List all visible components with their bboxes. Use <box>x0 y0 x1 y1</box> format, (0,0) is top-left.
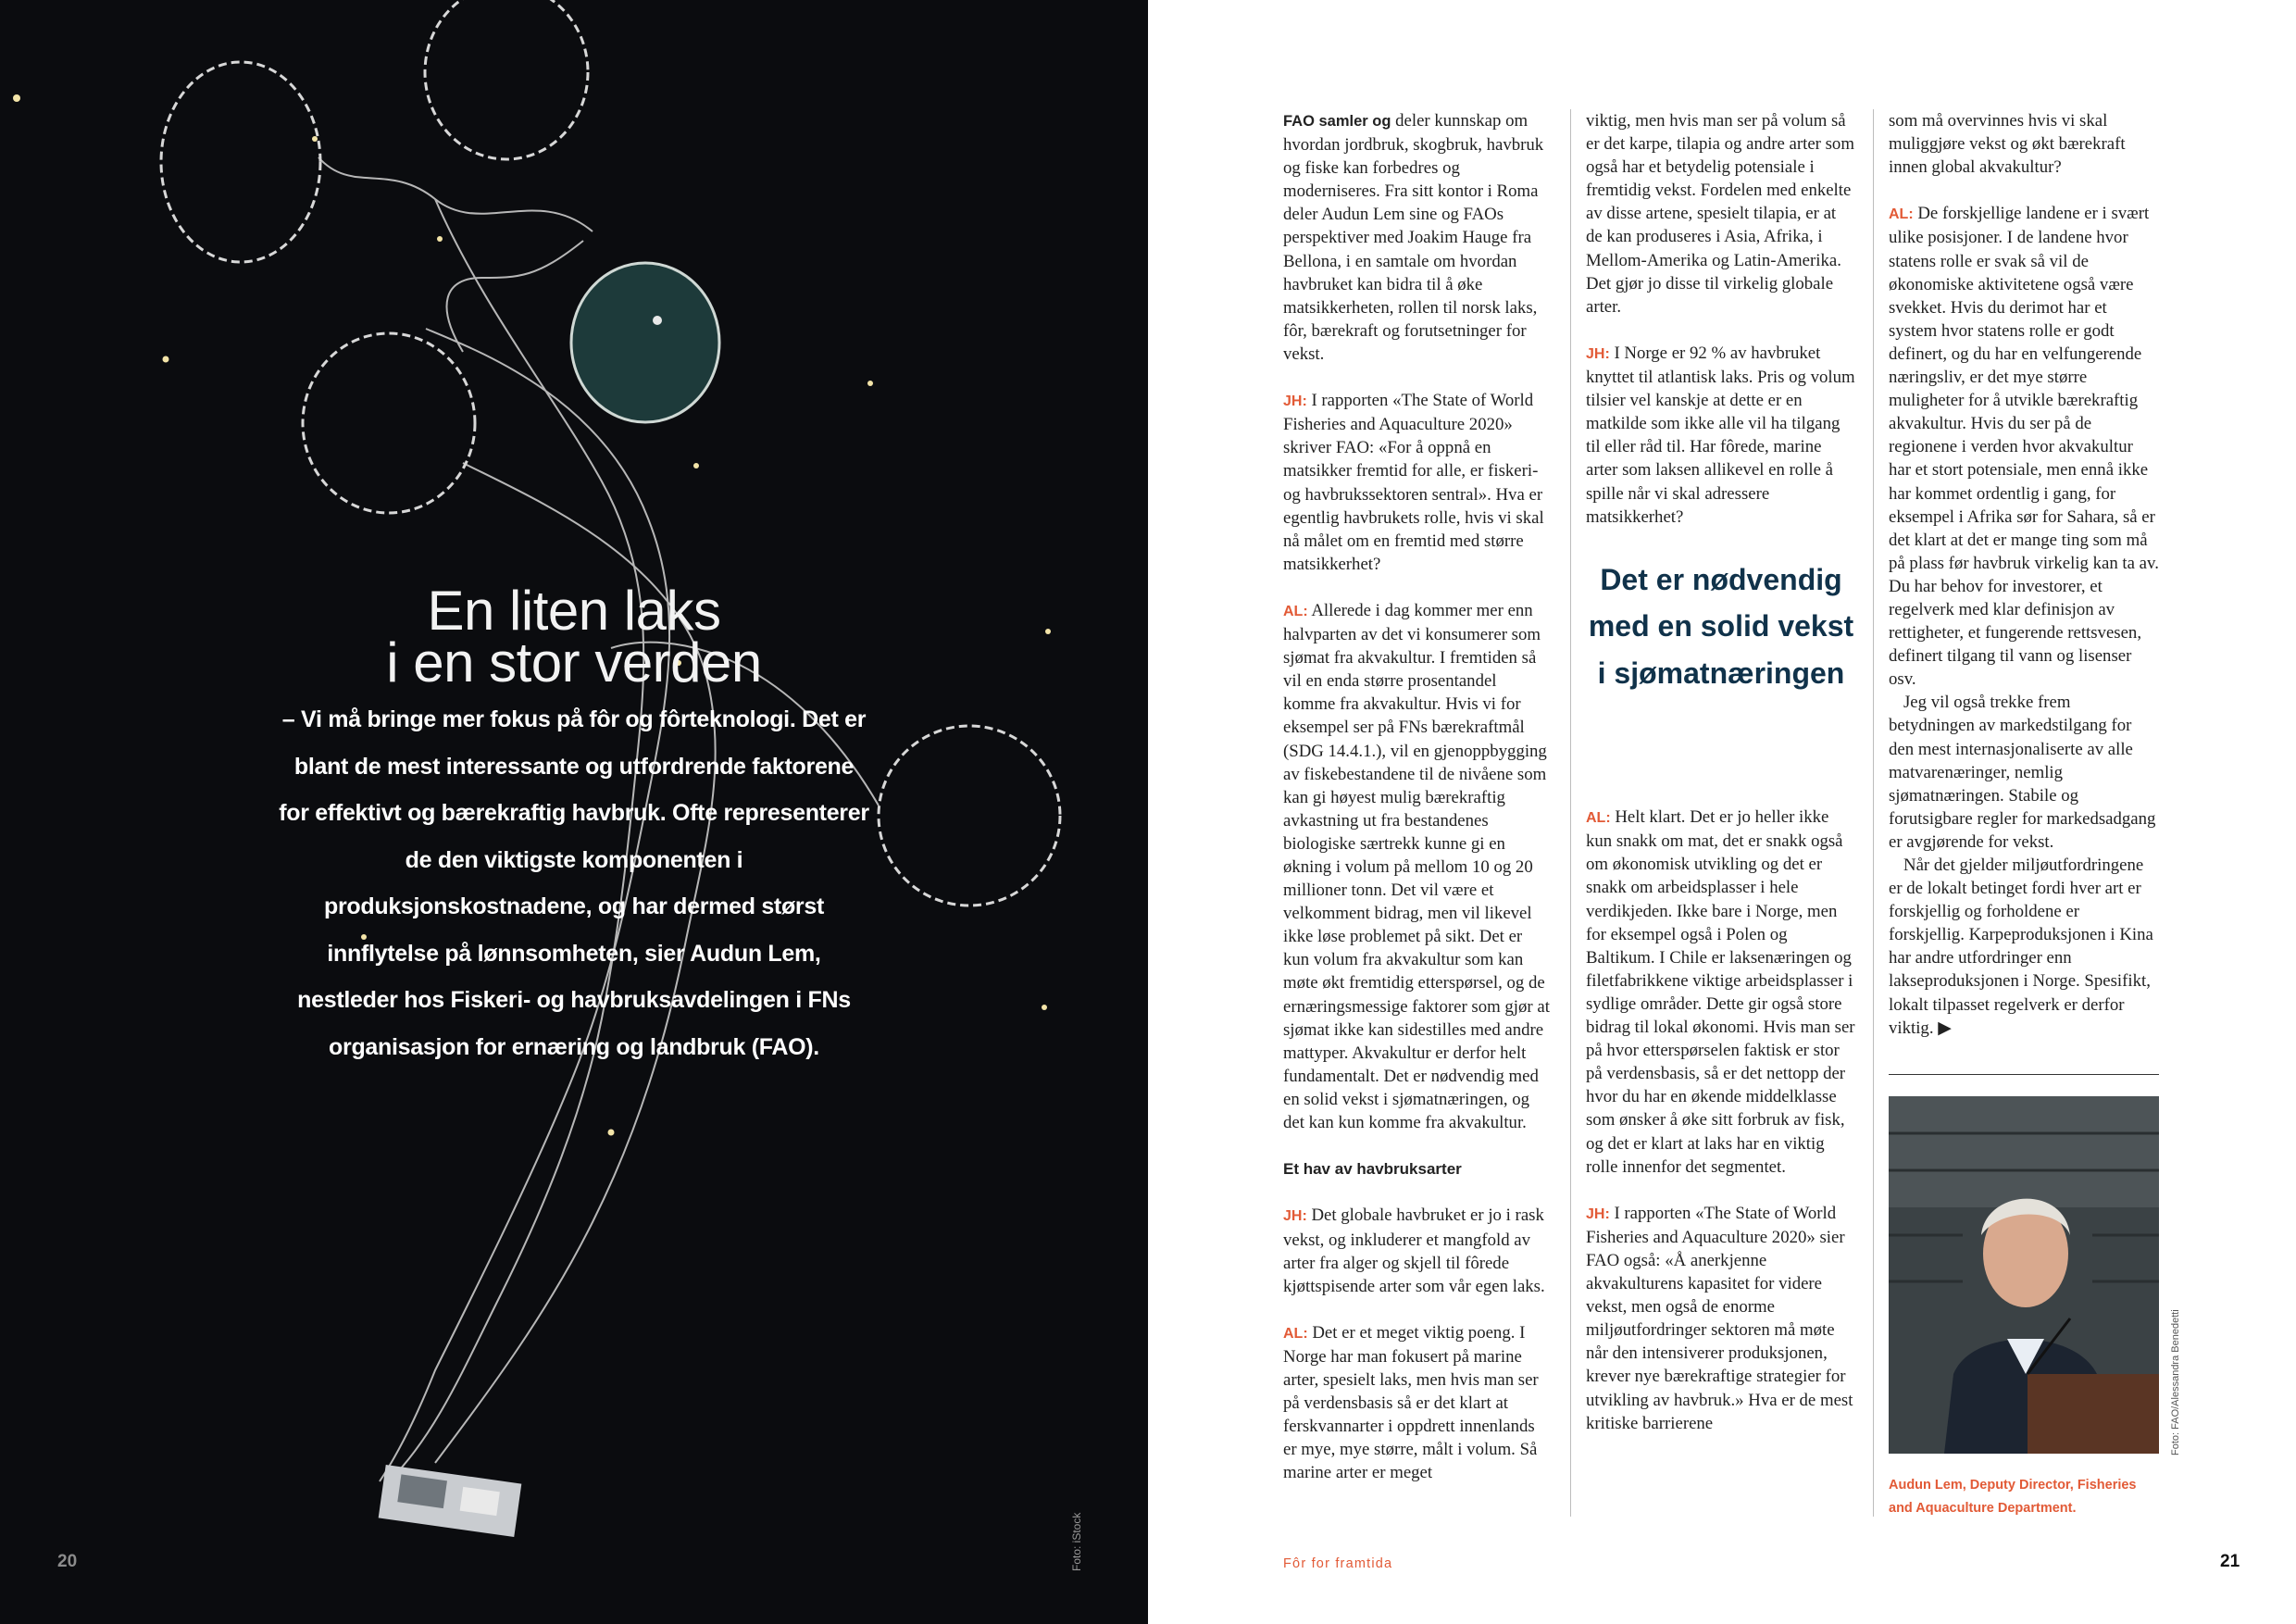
answer-4-paragraph-2: Jeg vil også trekke frem betydningen av markedstilgang for den mest internasjonaliserte av alle matvarenæringer, nemlig sjømatnæringen. Stabile og forutsigbare regler for markedsadgang er avgjørende for vekst. <box>1889 693 2156 852</box>
answer-1-text: Allerede i dag kommer mer enn halvparten av det vi konsumerer som sjømat fra akvakultur. I fremtiden så vil en enda større prosentandel komme fra akvakultur. Hvis vi for eksempel ser på FNs bærekraftmål (SDG 14.4.1.), vil en gjenoppbygging av fiskebestandene til de nivåene som kan gi høyest mulig bærekraftig avkastning ut fra bestandenes biologiske særtrekk kunne gi en økning i volum på mellom 10 og 20 millioner tonn. Det vil være et velkomment bidrag, men vil likevel ikke løse problemet på sikt. Det er kun volum fra akvakultur som kan møte økt fremtidig etterspørsel, og de ernæringsmessige faktorer som gjør at sjømat ikke kan sidestilles med andre mattyper. Akvakultur er derfor helt fundamentalt. Det er nødvendig med en solid vekst i sjømatnæringen, og det kan kun komme fra akvakultur. <box>1283 600 1550 1133</box>
question-1 <box>1283 389 1552 576</box>
answer-2 <box>1283 1321 1552 1485</box>
answer-4 <box>1889 202 2159 691</box>
answer-3 <box>1586 806 1856 1179</box>
section-subhead: Et hav av havbruksarter <box>1283 1160 1462 1179</box>
article-title <box>278 580 870 693</box>
portrait-illustration <box>1889 1096 2159 1454</box>
answer-2-text: Det er et meget viktig poeng. I Norge har man fokusert på marine arter, spesielt laks, men hvis man ser på verdensbasis så er det klart at ferskvannarter i oppdrett innenlands er mye, mye større, målt i volum. Så marine arter er meget <box>1283 1322 1539 1483</box>
speaker-label: AL: <box>1283 603 1308 619</box>
green-net-pen <box>571 263 719 422</box>
answer-1 <box>1283 599 1552 1134</box>
title-line-2: i en stor verden <box>386 631 762 693</box>
intro-lead-in: FAO samler og <box>1283 113 1391 130</box>
question-2 <box>1283 1204 1552 1297</box>
speaker-label: AL: <box>1586 810 1611 827</box>
text-column-3 <box>1889 109 2159 1040</box>
speaker-label: JH: <box>1283 394 1307 410</box>
magazine-footer: Fôr for framtida <box>1283 1556 1393 1571</box>
answer-2-continued: viktig, men hvis man ser på volum så er det karpe, tilapia og andre arter som også har et betydelig potensiale i fremtidig vekst. Fordelen med enkelte av disse artene, spesielt tilapia, er at de kan produseres i Asia, Afrika, i Mellom-Amerika og Latin-Amerika. Det gjør jo disse til virkelig globale arter. <box>1586 111 1854 317</box>
question-3-text: I Norge er 92 % av havbruket knyttet til atlantisk laks. Pris og volum tilsier vel kanskje at dette er en matkilde som ikke alle vil ha tilgang til eller råd til. Har fôrede, marine arter som laksen allikevel en rolle å spille når vi skal adressere matsikkerhet? <box>1586 343 1855 527</box>
page-number-right: 21 <box>2220 1552 2240 1571</box>
answer-3-text: Helt klart. Det er jo heller ikke kun snakk om mat, det er snakk også om økonomisk utvikling og det er snakk om arbeidsplasser i hele verdikjeden. Ikke bare i Norge, men for eksempel også i Polen og Baltikum. I Chile er laksenæringen og filetfabrikkene viktige arbeidsplasser i sydlige områder. Dette gir også store bidrag til lokal økonomi. Hvis man ser på hvor etterspørselen faktisk er stor på verdensbasis, så er det nettopp der hvor du har en økende middelklasse som ønsker å øke sitt forbruk av fisk, og det er klart at laks har en viktig rolle innenfor det segmentet. <box>1586 807 1855 1177</box>
photo-divider <box>1889 1074 2159 1075</box>
photo-credit-right: Foto: FAO/Alessandra Benedetti <box>2170 1309 2181 1455</box>
question-1-text: I rapporten «The State of World Fisheries and Aquaculture 2020» skriver FAO: «For å oppnå en matsikker fremtid for alle, er fiskeri- og havbrukssektoren sentral». Hva er egentlig havbrukets rolle, hvis vi skal nå målet om en fremtid med større matsikkerhet? <box>1283 391 1544 574</box>
column-rule-1 <box>1570 109 1571 1517</box>
question-4 <box>1586 1202 1856 1435</box>
right-page <box>1148 0 2296 1624</box>
photo-caption: Audun Lem, Deputy Director, Fisheries and Aquaculture Department. <box>1889 1478 2137 1516</box>
intro-paragraph <box>1283 109 1552 366</box>
question-4-text: I rapporten «The State of World Fisheries and Aquaculture 2020» sier FAO også: «Å anerkjenne akvakulturens kapasitet for videre vekst, men også de enorme miljøutfordringer sektoren må møte når den intensiverer produksjonen, krever nye bærekraftige strategier for utvikling av havbruk.» Hva er de mest kritiske barrierene <box>1586 1203 1853 1433</box>
title-line-1: En liten laks <box>427 580 721 642</box>
paragraph-3-text: Når det gjelder miljøutfordringene er de lokalt betinget fordi hver art er forskjellig og forholdene er forskjellig. Karpeproduksjonen i Kina har andre utfordringer enn lakseproduksjonen i Norge. Spesifikt, lokalt tilpasset regelverk er derfor viktig. <box>1889 856 2153 1038</box>
portrait-photo <box>1889 1096 2159 1454</box>
speaker-label: AL: <box>1889 206 1914 223</box>
pull-quote: Det er nødvendig med en solid vekst i sjømatnæringen <box>1588 562 1854 690</box>
text-column-2 <box>1586 109 1856 1435</box>
end-mark-icon: ▶ <box>1938 1018 1952 1038</box>
speaker-label: JH: <box>1283 1208 1307 1225</box>
photo-credit-left: Foto: iStock <box>1070 1512 1083 1571</box>
speaker-label: JH: <box>1586 1206 1610 1222</box>
page-number-left: 20 <box>57 1552 78 1571</box>
answer-4-text: De forskjellige landene er i svært ulike posisjoner. I de landene hvor statens rolle er svak så vil de økonomiske aktivitetene også være svekket. Hvis du derimot har et system hvor statens rolle er godt definert, og du har en velfungerende næringsliv, er det mye større muligheter for å utvikle bærekraftig akvakultur. Hvis du ser på de regionene i verden hvor akvakultur har et stort potensiale, men ennå ikke har kommet ordentlig i gang, for eksempel i Afrika sør for Sahara, så er det klart at det er mange ting som må på plass før havbruk virkelig kan ta av. Du har behov for investorer, et regelverk med klar definisjon av rettigheter, et fungerende rettsvesen, definert tilgang til vann og lisenser osv. <box>1889 204 2159 690</box>
question-4-continued: som må overvinnes hvis vi skal muliggjøre vekst og økt bærekraft innen global akvakultur? <box>1889 111 2126 178</box>
answer-4-paragraph-3 <box>1889 854 2159 1040</box>
column-rule-2 <box>1873 109 1874 1517</box>
question-3 <box>1586 342 1856 529</box>
lead-paragraph: – Vi må bringe mer fokus på fôr og fôrteknologi. Det er blant de mest interessante og utfordrende faktorene for effektivt og bærekraftig havbruk. Ofte representerer de den viktigste komponenten i produksjonskostnadene, og har dermed størst innflytelse på lønnsomheten, sier Audun Lem, nestleder hos Fiskeri- og havbruksavdelingen i FNs organisasjon for ernæring og landbruk (FAO). <box>279 706 869 1060</box>
speaker-label: JH: <box>1586 345 1610 362</box>
intro-text: deler kunnskap om hvordan jordbruk, skogbruk, havbruk og fiske kan forbedres og moderniseres. Fra sitt kontor i Roma deler Audun Lem sine og FAOs perspektiver med Joakim Hauge fra Bellona, i en samtale om hvordan havbruket kan bidra til å øke matsikkerheten, rollen til norsk laks, fôr, bærekraft og forutsetninger for vekst. <box>1283 111 1544 364</box>
text-column-1 <box>1283 109 1552 1485</box>
speaker-label: AL: <box>1283 1325 1308 1342</box>
question-2-text: Det globale havbruket er jo i rask vekst, og inkluderer et mangfold av arter fra alger og skjell til fôrede kjøttspisende arter som vår egen laks. <box>1283 1206 1545 1296</box>
